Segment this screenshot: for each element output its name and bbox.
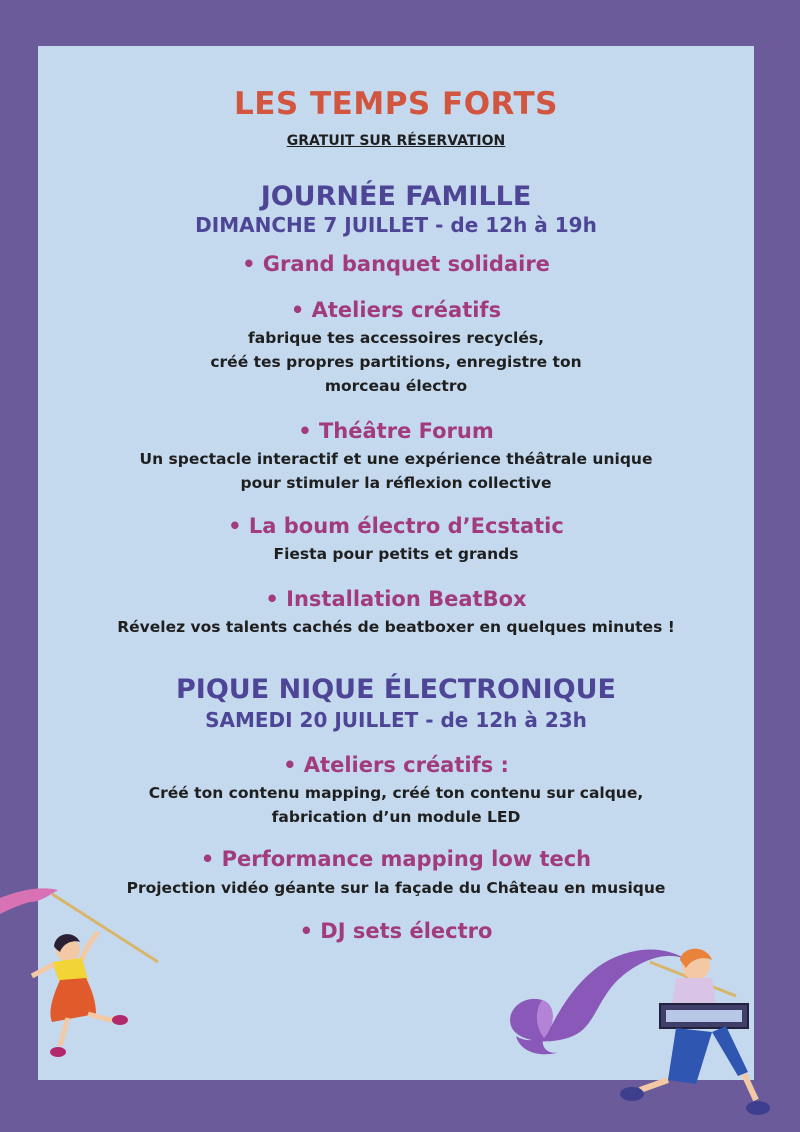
section-title-journee-famille: JOURNÉE FAMILLE: [260, 181, 532, 212]
person-with-keyboard-ribbon-illustration: [500, 940, 800, 1132]
item-title-boum: • La boum électro d’Ecstatic: [228, 514, 564, 538]
page-subtitle: GRATUIT SUR RÉSERVATION: [286, 133, 506, 149]
section-date-pique-nique: SAMEDI 20 JUILLET - de 12h à 23h: [205, 708, 587, 732]
item-desc-line: morceau électro: [324, 377, 468, 395]
item-desc-line: fabrication d’un module LED: [271, 808, 521, 826]
item-title-mapping: • Performance mapping low tech: [200, 847, 592, 871]
girl-with-ribbon-illustration: [0, 880, 170, 1080]
item-desc-line: fabrique tes accessoires recyclés,: [248, 329, 544, 347]
item-desc-line: Révelez vos talents cachés de beatboxer en quelques minutes !: [117, 618, 675, 636]
item-title-ateliers: • Ateliers créatifs: [290, 298, 502, 322]
item-desc-line: créé tes propres partitions, enregistre ton: [210, 353, 582, 371]
item-desc-line: Fiesta pour petits et grands: [273, 545, 519, 563]
item-title-ateliers-2: • Ateliers créatifs :: [283, 753, 509, 777]
item-desc-line: Projection vidéo géante sur la façade du Château en musique: [126, 879, 666, 897]
section-title-pique-nique: PIQUE NIQUE ÉLECTRONIQUE: [176, 674, 616, 705]
item-title-banquet: • Grand banquet solidaire: [242, 252, 550, 276]
item-desc-line: pour stimuler la réflexion collective: [240, 474, 552, 492]
item-title-beatbox: • Installation BeatBox: [265, 587, 527, 611]
page-title: LES TEMPS FORTS: [233, 86, 559, 122]
item-title-theatre: • Théâtre Forum: [298, 419, 494, 443]
item-desc-line: Créé ton contenu mapping, créé ton contenu sur calque,: [148, 784, 644, 802]
section-date-journee-famille: DIMANCHE 7 JUILLET - de 12h à 19h: [195, 213, 597, 237]
item-desc-line: Un spectacle interactif et une expérience théâtrale unique: [139, 450, 653, 468]
item-title-dj: • DJ sets électro: [299, 919, 493, 943]
